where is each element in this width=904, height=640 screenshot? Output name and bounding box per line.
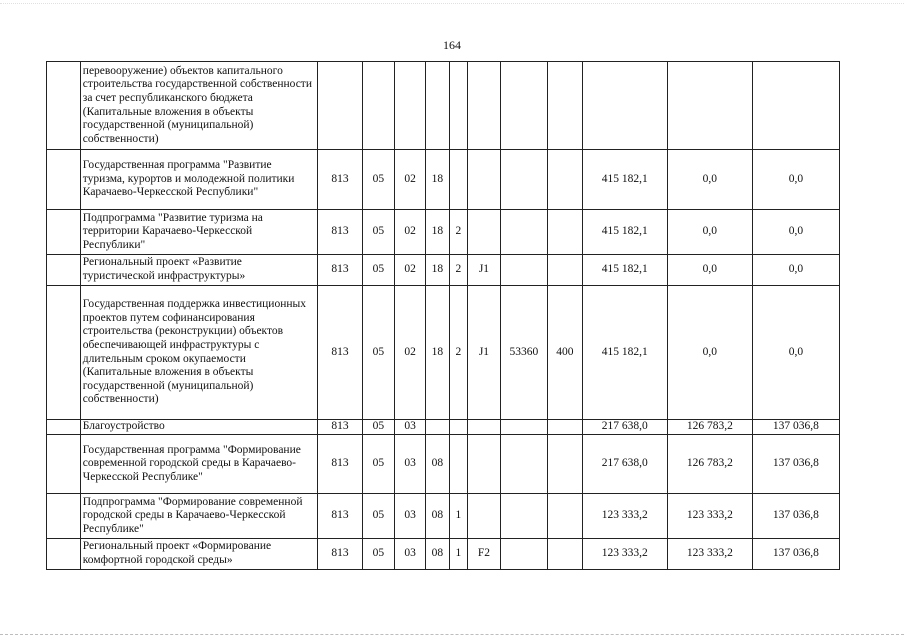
table-cell-empty [47, 494, 81, 539]
cell-cs3 [468, 150, 501, 210]
table-row [47, 435, 840, 494]
cell-sum-2: 123 333,2 [667, 494, 752, 539]
cell-grbs: 813 [318, 255, 362, 286]
cell-rz: 05 [362, 255, 395, 286]
cell-grbs: 813 [318, 539, 362, 570]
cell-sum-1: 415 182,1 [582, 255, 667, 286]
cell-rz: 05 [362, 435, 395, 494]
cell-cs2 [449, 435, 467, 494]
cell-sum-2 [667, 62, 752, 150]
table-cell-empty [47, 435, 81, 494]
cell-cs1: 18 [426, 150, 450, 210]
cell-grbs: 813 [318, 286, 362, 420]
cell-sum-3: 137 036,8 [752, 494, 839, 539]
row-name: перевооружение) объектов капитального строительства государственной собственности за счет республиканского бюджета (Капитальные вложения в объекты государственной (муниципальной) собственности) [80, 62, 318, 150]
cell-rz: 05 [362, 210, 395, 255]
cell-cs4 [500, 150, 547, 210]
cell-cs1 [426, 62, 450, 150]
cell-pr [395, 62, 426, 150]
cell-cs2: 2 [449, 255, 467, 286]
page-number: 164 [443, 38, 461, 52]
cell-cs3 [468, 210, 501, 255]
cell-cs1 [426, 420, 450, 435]
cell-sum-3: 137 036,8 [752, 539, 839, 570]
cell-sum-3: 0,0 [752, 286, 839, 420]
cell-cs4 [500, 210, 547, 255]
table-cell-empty [47, 539, 81, 570]
cell-sum-3: 137 036,8 [752, 435, 839, 494]
cell-cs2: 1 [449, 539, 467, 570]
cell-cs2: 2 [449, 210, 467, 255]
row-name: Региональный проект «Развитие туристической инфраструктуры» [80, 255, 318, 286]
cell-vr [547, 150, 582, 210]
cell-sum-1: 415 182,1 [582, 150, 667, 210]
cell-sum-1: 123 333,2 [582, 539, 667, 570]
cell-sum-1 [582, 62, 667, 150]
cell-cs3: J1 [468, 255, 501, 286]
table-row [47, 420, 840, 435]
cell-cs3 [468, 435, 501, 494]
scan-edge-top [0, 3, 904, 5]
row-name: Государственная программа "Развитие туризма, курортов и молодежной политики Карачаево-Черкесской Республики" [80, 150, 318, 210]
cell-grbs [318, 62, 362, 150]
cell-cs2: 1 [449, 494, 467, 539]
cell-cs3: F2 [468, 539, 501, 570]
table-row [47, 62, 840, 150]
cell-grbs: 813 [318, 435, 362, 494]
cell-cs1: 18 [426, 210, 450, 255]
cell-sum-1: 217 638,0 [582, 435, 667, 494]
row-name: Подпрограмма "Развитие туризма на территории Карачаево-Черкесской Республики" [80, 210, 318, 255]
cell-cs4 [500, 420, 547, 435]
cell-cs2 [449, 420, 467, 435]
row-name: Государственная программа "Формирование современной городской среды в Карачаево-Черкесской Республике" [80, 435, 318, 494]
cell-cs4 [500, 539, 547, 570]
cell-cs1: 08 [426, 494, 450, 539]
cell-cs3 [468, 494, 501, 539]
cell-vr [547, 210, 582, 255]
cell-sum-1: 415 182,1 [582, 210, 667, 255]
cell-sum-2: 0,0 [667, 210, 752, 255]
cell-vr [547, 494, 582, 539]
cell-pr: 02 [395, 210, 426, 255]
table-row [47, 255, 840, 286]
cell-cs3 [468, 420, 501, 435]
cell-sum-3: 0,0 [752, 210, 839, 255]
table-cell-empty [47, 62, 81, 150]
row-name: Благоустройство [80, 420, 318, 435]
table-cell-empty [47, 210, 81, 255]
table-row [47, 539, 840, 570]
cell-sum-1: 123 333,2 [582, 494, 667, 539]
cell-sum-2: 123 333,2 [667, 539, 752, 570]
cell-cs1: 08 [426, 435, 450, 494]
cell-pr: 03 [395, 435, 426, 494]
cell-rz: 05 [362, 539, 395, 570]
cell-rz: 05 [362, 494, 395, 539]
cell-cs3: J1 [468, 286, 501, 420]
cell-sum-2: 0,0 [667, 150, 752, 210]
cell-rz: 05 [362, 150, 395, 210]
cell-cs2: 2 [449, 286, 467, 420]
cell-pr: 03 [395, 420, 426, 435]
cell-cs4 [500, 62, 547, 150]
cell-pr: 03 [395, 539, 426, 570]
scan-edge-bottom [0, 634, 904, 636]
cell-pr: 02 [395, 286, 426, 420]
cell-pr: 02 [395, 255, 426, 286]
cell-sum-1: 217 638,0 [582, 420, 667, 435]
row-name: Государственная поддержка инвестиционных проектов путем софинансирования строительства (реконструкции) объектов обеспечивающей инфраструктуры с длительным сроком окупаемости (Капитальные вложения в объекты государственной (муниципальной) собственности) [80, 286, 318, 420]
cell-rz: 05 [362, 420, 395, 435]
row-name: Подпрограмма "Формирование современной городской среды в Карачаево-Черкесской Республике" [80, 494, 318, 539]
cell-cs1: 08 [426, 539, 450, 570]
cell-cs4 [500, 255, 547, 286]
cell-vr [547, 435, 582, 494]
cell-cs2 [449, 62, 467, 150]
cell-sum-2: 126 783,2 [667, 435, 752, 494]
table-row [47, 150, 840, 210]
budget-table [46, 61, 840, 570]
cell-rz: 05 [362, 286, 395, 420]
cell-vr: 400 [547, 286, 582, 420]
cell-cs3 [468, 62, 501, 150]
cell-cs4 [500, 494, 547, 539]
cell-cs4: 53360 [500, 286, 547, 420]
cell-grbs: 813 [318, 210, 362, 255]
row-name: Региональный проект «Формирование комфортной городской среды» [80, 539, 318, 570]
cell-grbs: 813 [318, 420, 362, 435]
cell-sum-3: 0,0 [752, 150, 839, 210]
table-row [47, 210, 840, 255]
table-row [47, 494, 840, 539]
cell-vr [547, 62, 582, 150]
cell-cs1: 18 [426, 255, 450, 286]
cell-sum-1: 415 182,1 [582, 286, 667, 420]
cell-sum-3 [752, 62, 839, 150]
cell-grbs: 813 [318, 150, 362, 210]
cell-sum-2: 126 783,2 [667, 420, 752, 435]
cell-rz [362, 62, 395, 150]
cell-sum-3: 0,0 [752, 255, 839, 286]
cell-vr [547, 539, 582, 570]
table-cell-empty [47, 286, 81, 420]
cell-sum-3: 137 036,8 [752, 420, 839, 435]
cell-sum-2: 0,0 [667, 286, 752, 420]
table-cell-empty [47, 420, 81, 435]
table-cell-empty [47, 255, 81, 286]
table-cell-empty [47, 150, 81, 210]
cell-pr: 03 [395, 494, 426, 539]
cell-grbs: 813 [318, 494, 362, 539]
cell-pr: 02 [395, 150, 426, 210]
table-row [47, 286, 840, 420]
cell-sum-2: 0,0 [667, 255, 752, 286]
cell-cs2 [449, 150, 467, 210]
cell-cs4 [500, 435, 547, 494]
cell-cs1: 18 [426, 286, 450, 420]
cell-vr [547, 255, 582, 286]
cell-vr [547, 420, 582, 435]
